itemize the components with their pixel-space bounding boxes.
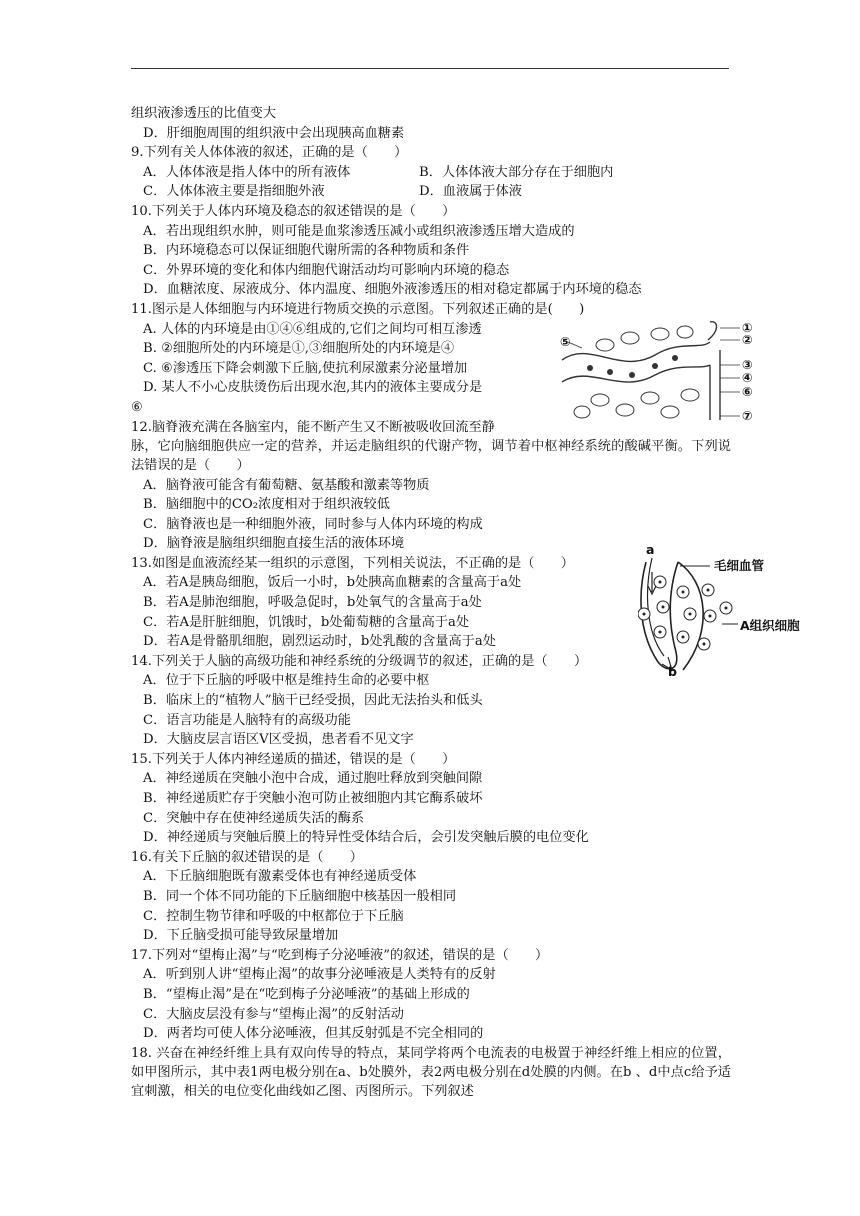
figure-label: ④ [742,370,753,385]
option-d: D．若A是骨骼肌细胞，剧烈运动时，b处乳酸的含量高于a处 [143,634,496,650]
option-b: B．若A是肺泡细胞，呼吸急促时，b处氧气的含量高于a处 [143,595,482,611]
option-a: A．脑脊液可能含有葡萄糖、氨基酸和激素等物质 [143,477,430,493]
question-12: 12.脑脊液充满在各脑室内，能不断产生又不断被吸收回流至静 [131,419,495,435]
option-a: A．人体体液是指人体中的所有液体 [143,164,351,180]
option-c: C．突触中存在使神经递质失活的酶系 [143,810,365,826]
option-a: A．下丘脑细胞既有激素受体也有神经递质受体 [143,869,417,885]
option-c: C．若A是肝脏细胞，饥饿时，b处葡萄糖的含量高于a处 [143,614,470,630]
question-18: 18. 兴奋在神经纤维上具有双向传导的特点，某同学将两个电流表的电极置于神经纤维上相应的位置，如甲图所示，其中表1两电极分别在a、b处膜外，表2两电极分别在d处膜的内侧。在b 、d中点c给予适宜刺激，相关的电位变化曲线如乙图、丙图所示。下列叙述 [131,1045,731,1100]
option-b: B．临床上的“植物人”脑干已经受损，因此无法抬头和低头 [143,693,483,709]
option-d: D．两者均可使人体分泌唾液，但其反射弧是不完全相同的 [143,1026,484,1042]
option-c: C．脑脊液也是一种细胞外液，同时参与人体内环境的构成 [143,516,483,532]
option-d: D．下丘脑受损可能导致尿量增加 [143,928,339,944]
option-d: D．神经递质与突触后膜上的特异性受体结合后，会引发突触后膜的电位变化 [143,830,589,846]
figure-label-a: a [646,542,655,557]
question-13: 13.如图是血液流经某一组织的示意图，下列相关说法，不正确的是（ ） [131,555,574,571]
question-9: 9.下列有关人体体液的叙述，正确的是（ ） [131,145,408,161]
figure-label: ⑤ [560,334,571,349]
option-b: B. ②细胞所处的内环境是①,③细胞所处的内环境是④ [143,341,455,357]
figure-label: ① [742,320,753,335]
option-a: A．神经递质在突触小泡中合成，通过胞吐释放到突触间隙 [143,771,483,787]
question-17: 17.下列对“望梅止渴”与“吃到梅子分泌唾液”的叙述，错误的是（ ） [131,947,549,963]
option-line: D．肝细胞周围的组织液中会出现胰高血糖素 [143,125,405,141]
figure-q11-tissue-exchange [560,320,760,430]
option-a: A．位于下丘脑的呼吸中枢是维持生命的必要中枢 [143,673,430,689]
option-b: B．同一个体不同功能的下丘脑细胞中核基因一般相同 [143,888,457,904]
option-a: A．若A是胰岛细胞，饭后一小时，b处胰高血糖素的含量高于a处 [143,575,522,591]
option-c: C．大脑皮层没有参与“望梅止渴”的反射活动 [143,1006,404,1022]
question-10: 10.下列关于人体内环境及稳态的叙述错误的是（ ） [131,203,456,219]
option-a: A．听到别人讲“望梅止渴”的故事分泌唾液是人类特有的反射 [143,967,496,983]
figure-label-b: b [668,664,677,679]
option-b: B．脑细胞中的CO₂浓度相对于组织液较低 [143,497,390,513]
option-b: B．内环境稳态可以保证细胞代谢所需的各种物质和条件 [143,243,470,259]
option-d: D．脑脊液是脑组织细胞直接生活的液体环境 [143,536,405,552]
figure-label: ③ [742,357,753,372]
figure-label: ⑦ [742,408,753,423]
option-c: C. ⑥渗透压下降会刺激下丘脑,使抗利尿激素分泌量增加 [143,360,468,376]
header-rule [131,68,729,69]
option-d: D. 某人不小心皮肤烫伤后出现水泡,其内的液体主要成分是 [143,380,483,396]
option-c: C．人体体液主要是指细胞外液 [143,184,325,200]
option-b: B．“望梅止渴”是在“吃到梅子分泌唾液”的基础上形成的 [143,986,470,1002]
figure-label: ⑥ [742,384,753,399]
option-c: C．外界环境的变化和体内细胞代谢活动均可影响内环境的稳态 [143,262,510,278]
question-11: 11.图示是人体细胞与内环境进行物质交换的示意图。下列叙述正确的是( ) [131,301,585,317]
option-d-continuation: ⑥ [131,399,143,415]
option-d: D．大脑皮层言语区V区受损，患者看不见文字 [143,732,414,748]
option-b: B．人体体液大部分存在于细胞内 [419,164,614,180]
option-d: D．血液属于体液 [419,184,522,200]
question-14: 14.下列关于人脑的高级功能和神经系统的分级调节的叙述，正确的是（ ） [131,653,588,669]
option-a: A．若出现组织水肿，则可能是血浆渗透压减小或组织液渗透压增大造成的 [143,223,575,239]
option-row [131,163,731,183]
option-d: D．血糖浓度、尿液成分、体内温度、细胞外液渗透压的相对稳定都属于内环境的稳态 [143,282,642,298]
figure-label: ② [742,332,753,347]
option-row [131,182,731,202]
option-a: A. 人体的内环境是由①④⑥组成的,它们之间均可相互渗透 [143,321,482,337]
option-b: B．神经递质贮存于突触小泡可防止被细胞内其它酶系破坏 [143,791,483,806]
figure-label-capillary: 毛细血管 [714,558,765,573]
question-16: 16.有关下丘脑的叙述错误的是（ ） [131,849,363,865]
question-12-continuation: 脉，它向脑细胞供应一定的营养，并运走脑组织的代谢产物，调节着中枢神经系统的酸碱平衡。下列说法错误的是（ ） [131,439,731,474]
question-15: 15.下列关于人体内神经递质的描述，错误的是（ ） [131,751,456,767]
option-c: C．控制生物节律和呼吸的中枢都位于下丘脑 [143,908,404,924]
text-line: 组织液渗透压的比值变大 [131,106,277,121]
figure-label-cells: A组织细胞 [740,618,800,633]
figure-q13-capillary [638,542,828,680]
option-c: C．语言功能是人脑特有的高级功能 [143,712,351,728]
